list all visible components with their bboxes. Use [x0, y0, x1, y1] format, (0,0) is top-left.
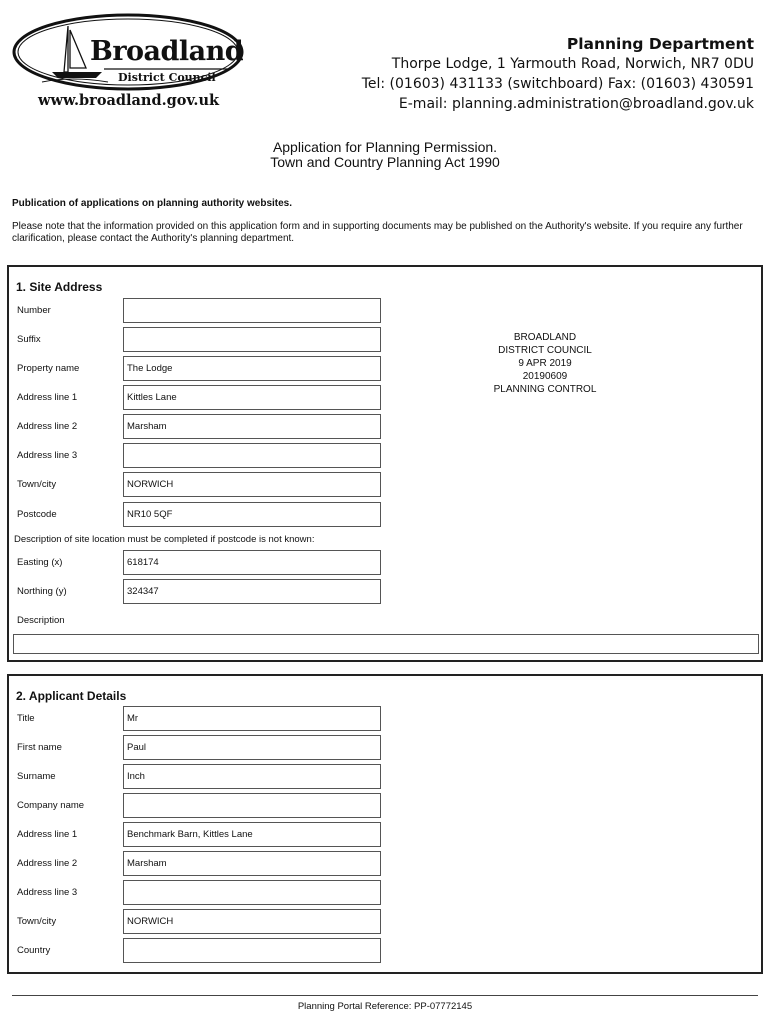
applicant-details-section [7, 674, 763, 974]
stamp-line: DISTRICT COUNCIL [498, 345, 592, 356]
site-easting-label: Easting (x) [17, 557, 63, 568]
department-address: Thorpe Lodge, 1 Yarmouth Road, Norwich, NR7 0DU [391, 56, 754, 72]
applicant-details-heading: 2. Applicant Details [16, 689, 127, 703]
stamp-line: 9 APR 2019 [518, 358, 572, 369]
applicant-address-line2-field[interactable]: Marsham [123, 851, 381, 876]
site-number-field[interactable] [123, 298, 381, 323]
location-note: Description of site location must be completed if postcode is not known: [14, 534, 315, 545]
applicant-address-line3-field[interactable] [123, 880, 381, 905]
department-email: E-mail: planning.administration@broadland.gov.uk [398, 96, 754, 112]
site-address-line1-label: Address line 1 [17, 392, 78, 403]
site-description-field[interactable] [13, 634, 759, 654]
department-title: Planning Department [566, 35, 754, 53]
portal-reference: Planning Portal Reference: PP-07772145 [297, 1001, 473, 1012]
applicant-title-field[interactable]: Mr [123, 706, 381, 731]
site-address-line1-field[interactable]: Kittles Lane [123, 385, 381, 410]
footer-divider [12, 995, 758, 996]
department-contact [362, 34, 754, 114]
applicant-country-field[interactable] [123, 938, 381, 963]
site-suffix-field[interactable] [123, 327, 381, 352]
site-town-field[interactable]: NORWICH [123, 472, 381, 497]
form-title-line1: Application for Planning Permission. [272, 139, 498, 155]
logo-subtitle: District Council [118, 71, 216, 84]
received-stamp [427, 331, 663, 396]
site-easting-field[interactable]: 618174 [123, 550, 381, 575]
publication-heading: Publication of applications on planning authority websites. [12, 198, 293, 209]
applicant-town-field[interactable]: NORWICH [123, 909, 381, 934]
stamp-line: PLANNING CONTROL [493, 384, 597, 395]
site-address-line3-label: Address line 3 [17, 450, 78, 461]
applicant-surname-field[interactable]: Inch [123, 764, 381, 789]
publication-note: Please note that the information provided on this application form and in supporting documents may be published on the Authority's website. If you require any further clarification, please contact the Authority's planning department. [12, 221, 743, 244]
applicant-first-name-label: First name [17, 742, 62, 753]
site-address-section [7, 265, 763, 662]
applicant-country-label: Country [17, 945, 51, 956]
site-northing-field[interactable]: 324347 [123, 579, 381, 604]
site-postcode-field[interactable]: NR10 5QF [123, 502, 381, 527]
applicant-address-line1-field[interactable]: Benchmark Barn, Kittles Lane [123, 822, 381, 847]
form-title [0, 140, 770, 170]
applicant-address-line2-label: Address line 2 [17, 858, 78, 869]
site-property-name-field[interactable]: The Lodge [123, 356, 381, 381]
site-address-line2-field[interactable]: Marsham [123, 414, 381, 439]
department-phone: Tel: (01603) 431133 (switchboard) Fax: (01603) 430591 [361, 76, 754, 92]
applicant-company-label: Company name [17, 800, 85, 811]
stamp-line: 20190609 [522, 371, 568, 382]
stamp-line: BROADLAND [513, 332, 577, 343]
logo-name: Broadland [90, 36, 244, 67]
site-northing-label: Northing (y) [17, 586, 67, 597]
letterhead [0, 0, 770, 120]
site-description-label: Description [17, 615, 65, 626]
site-postcode-label: Postcode [17, 509, 57, 520]
council-website: www.broadland.gov.uk [38, 92, 220, 109]
form-title-line2: Town and Country Planning Act 1990 [270, 154, 500, 170]
site-address-heading: 1. Site Address [16, 280, 103, 294]
site-property-name-label: Property name [17, 363, 80, 374]
site-number-label: Number [17, 305, 51, 316]
applicant-title-label: Title [17, 713, 35, 724]
applicant-first-name-field[interactable]: Paul [123, 735, 381, 760]
applicant-company-field[interactable] [123, 793, 381, 818]
site-address-line2-label: Address line 2 [17, 421, 78, 432]
council-logo [12, 12, 244, 92]
site-town-label: Town/city [17, 479, 57, 490]
applicant-town-label: Town/city [17, 916, 57, 927]
applicant-surname-label: Surname [17, 771, 56, 782]
site-address-line3-field[interactable] [123, 443, 381, 468]
applicant-address-line1-label: Address line 1 [17, 829, 78, 840]
applicant-address-line3-label: Address line 3 [17, 887, 78, 898]
site-suffix-label: Suffix [17, 334, 41, 345]
